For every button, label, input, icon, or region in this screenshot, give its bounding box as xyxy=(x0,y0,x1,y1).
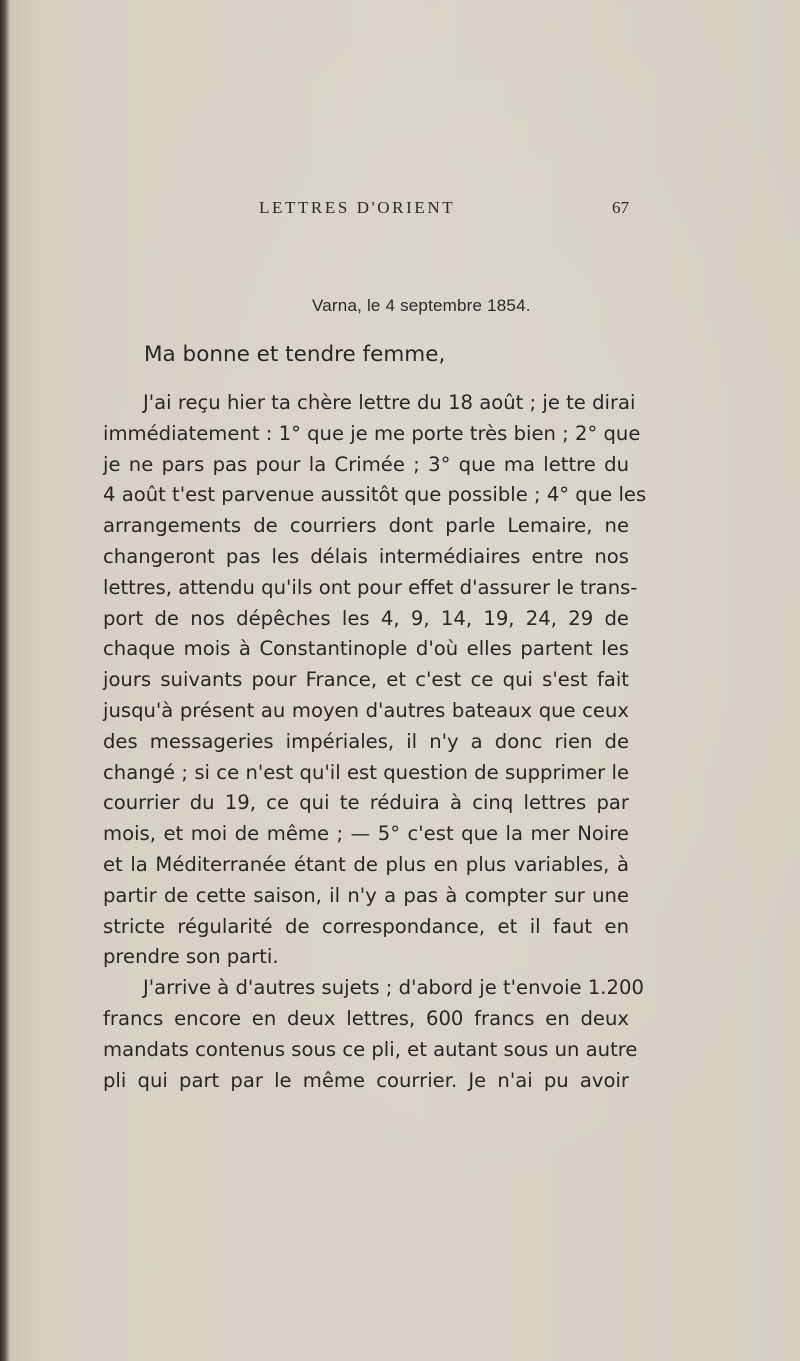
text-line: lettres, attendu qu'ils ont pour effet d'assurer le trans- xyxy=(103,575,638,599)
text-line: immédiatement : 1° que je me porte très bien ; 2° que xyxy=(103,421,641,445)
page-header xyxy=(103,198,629,222)
text-line: 4 août t'est parvenue aussitôt que possible ; 4° que les xyxy=(103,483,647,507)
text-line: des messageries impériales, il n'y a donc rien de xyxy=(103,729,629,753)
text-line: J'ai reçu hier ta chère lettre du 18 août ; je te dirai xyxy=(143,391,636,414)
text-line: jours suivants pour France, et c'est ce qui s'est fait xyxy=(103,668,629,692)
text-line: francs encore en deux lettres, 600 francs en deux xyxy=(103,1006,629,1030)
text-line: mois, et moi de même ; — 5° c'est que la mer Noire xyxy=(103,822,629,846)
text-line: et la Méditerranée étant de plus en plus variables, à xyxy=(103,852,629,876)
text-line: pli qui part par le même courrier. Je n'ai pu avoir xyxy=(103,1068,629,1092)
text-line: prendre son parti. xyxy=(103,945,279,969)
letter-body xyxy=(103,388,647,1096)
text-line: changeront pas les délais intermédiaires entre nos xyxy=(103,544,629,568)
letter-salutation: Ma bonne et tendre femme, xyxy=(144,342,446,367)
page-number: 67 xyxy=(612,198,629,217)
text-line: mandats contenus sous ce pli, et autant sous un autre xyxy=(103,1037,638,1061)
text-line: stricte régularité de correspondance, et il faut en xyxy=(103,914,629,938)
text-line: courrier du 19, ce qui te réduira à cinq lettres par xyxy=(103,791,629,815)
text-line: chaque mois à Constantinople d'où elles partent les xyxy=(103,637,629,661)
text-line: port de nos dépêches les 4, 9, 14, 19, 24, 29 de xyxy=(103,606,629,630)
text-line: arrangements de courriers dont parle Lemaire, ne xyxy=(103,514,629,538)
text-line: changé ; si ce n'est qu'il est question de supprimer le xyxy=(103,760,629,784)
text-line: J'arrive à d'autres sujets ; d'abord je t'envoie 1.200 xyxy=(143,976,644,1000)
text-line: je ne pars pas pour la Crimée ; 3° que ma lettre du xyxy=(103,452,629,476)
text-line: jusqu'à présent au moyen d'autres bateaux que ceux xyxy=(103,698,629,722)
letter-dateline: Varna, le 4 septembre 1854. xyxy=(312,296,531,315)
book-spine-shadow xyxy=(0,0,10,1361)
text-line: partir de cette saison, il n'y a pas à compter sur une xyxy=(103,883,629,907)
running-title: LETTRES D'ORIENT xyxy=(259,198,456,217)
